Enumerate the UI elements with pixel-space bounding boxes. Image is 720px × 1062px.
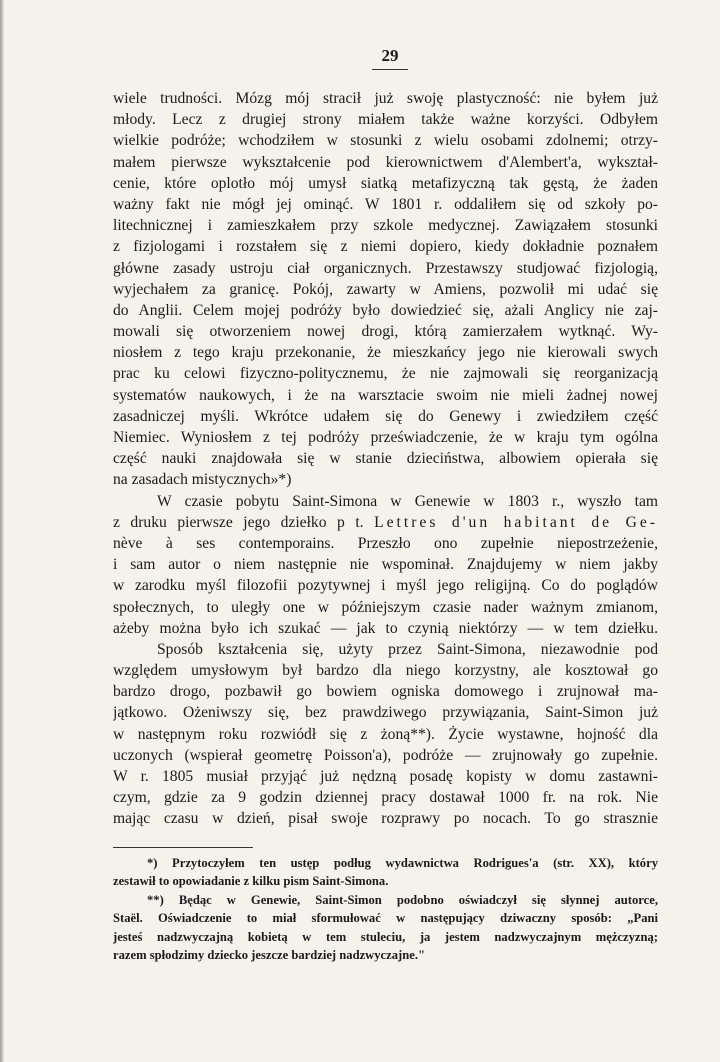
text-line: główne zasady ustroju ciał organicznych. Przestawszy studjować fizjologią, [113, 259, 658, 277]
text-line: mowali się otworzeniem nowej drogi, którą zamierzałem wytknąć. Wy- [113, 323, 658, 341]
text-line: względem umysłowym był bardzo dla niego korzystny, ale kosztował go [113, 662, 658, 680]
text-line: litechnicznej i zamieszkałem przy szkole medycznej. Zawiązałem stosunki [113, 217, 658, 235]
text-line: W r. 1805 musiał przyjąć już nędzną posadę kopisty w domu zastawni- [113, 768, 658, 785]
paragraph-start-line: W czasie pobytu Saint-Simona w Genewie w 1803 r., wyszło tam [157, 492, 658, 510]
text-line: wyjechałem za granicę. Pokój, zawarty w Amiens, pozwolił mi udać się [113, 280, 658, 298]
text-line: jątkowo. Ożeniwszy się, bez prawdziwego przywiązania, Saint-Simon już [113, 704, 658, 722]
text-line: wiele trudności. Mózg mój stracił już swoję plastyczność: nie byłem już [113, 90, 658, 107]
text-line: bardzo drogo, pozbawił go bowiem ogniska domowego i zrujnował ma- [113, 683, 658, 701]
text-line: na zasadach mistycznych»*) [113, 471, 292, 489]
text-line: prac ku celowi fizyczno-politycznemu, że nie zajmowali się reorganizacją [113, 365, 658, 383]
footnote-line: *) Przytoczyłem ten ustęp podług wydawnictwa Rodrigues'a (str. XX), który [147, 856, 658, 870]
paragraph-start-line: Sposób kształcenia się, użyty przez Saint-Simona, niezawodnie pod [157, 640, 658, 658]
page-edge-shadow [0, 0, 4, 1062]
text-line: w następnym roku rozwiódł się z żoną**). Życie wystawne, hojność dla [113, 725, 658, 743]
text-line: systematów naukowych, i że na warsztacie swoim nie mieli żadnej nowej [113, 386, 658, 404]
text-line: uczonych (wspierał geometrę Poisson'a), podróże — zrujnowały go zupełnie. [113, 746, 658, 764]
text-line: małem pierwsze wykształcenie pod kierownictwem d'Alembert'a, wykształ- [113, 153, 658, 171]
footnotes [113, 854, 658, 964]
text-line: społecznych, to uległy one w późniejszym czasie nader ważnym zmianom, [113, 598, 658, 616]
text-line: niosłem z tego kraju przekonanie, że mieszkańcy jego nie kierowali swych [113, 344, 658, 362]
text-segment: z druku pierwsze jego dziełko p t. [113, 513, 364, 531]
footnote-line: **) Będąc w Genewie, Saint-Simon podobno oświadczył się słynnej autorce, [147, 892, 658, 907]
footnote-line: Staël. Oświadczenie to miał sformułować w następujący dziwaczny sposób: „Pani [113, 911, 658, 926]
footnote-line: razem spłodzimy dziecko jeszcze bardziej nadzwyczajne." [113, 947, 425, 962]
footnote-line: zestawił to opowiadanie z kilku pism Saint-Simona. [113, 874, 389, 889]
text-line: zasadniczej myśli. Wkrótce udałem się do Genewy i zwiedziłem część [113, 407, 658, 425]
text-line: młody. Lecz z drugiej strony miałem także ważne korzyści. Odbyłem [113, 111, 658, 129]
text-line: z fizjologami i rozstałem się z niemi dopiero, kiedy dokładnie poznałem [113, 238, 658, 256]
page-number-underline [372, 69, 408, 70]
text-line: i sam autor o niem następnie nie wspominał. Znajdujemy w niem jakby [113, 556, 658, 574]
page-number: 29 [381, 46, 399, 65]
text-line: czym, gdzie za 9 godzin dziennej pracy dostawał 1000 fr. na rok. Nie [113, 789, 658, 807]
text-line: nève à ses contemporains. Przeszło ono zupełnie niepostrzeżenie, [113, 534, 658, 552]
footnote-line: jesteś nadzwyczajną kobietą w tem stuleciu, ja jestem nadzwyczajnym mężczyzną; [113, 929, 658, 944]
text-line: mając czasu w dzień, pisał swoje rozprawy po nocach. To go strasznie [113, 810, 658, 828]
text-line-with-title [113, 512, 658, 533]
text-line: ażeby można było ich szukać — jak to czynią niektórzy — w tem dziełku. [113, 619, 658, 637]
text-line: ważny fakt nie mógł jej ominąć. W 1801 r. oddaliłem się od szkoły po- [113, 195, 658, 213]
text-line: część nauki znajdowała się w stanie dzieciństwa, albowiem opierała się [113, 450, 658, 468]
main-text [113, 88, 658, 830]
text-line: wielkie podróże; wchodziłem w stosunki z wielu osobami zdolnemi; otrzy- [113, 132, 658, 150]
text-line: Niemiec. Wyniosłem z tej podróży przeświadczenie, że w kraju tym ogólna [113, 429, 658, 446]
text-line: w zarodku myśl filozofii pozytywnej i myśl jego religijną. Co do poglądów [113, 577, 658, 595]
spaced-title-segment: Lettres d'un habitant de Ge- [374, 513, 658, 531]
text-line: do Anglii. Celem mojej podróży było dowiedzieć się, ażali Anglicy nie zaj- [113, 301, 658, 319]
footnote-separator [113, 847, 253, 848]
text-line: cenie, które oplotło mój umysł siatką metafizyczną tak gęstą, że żaden [113, 174, 658, 192]
